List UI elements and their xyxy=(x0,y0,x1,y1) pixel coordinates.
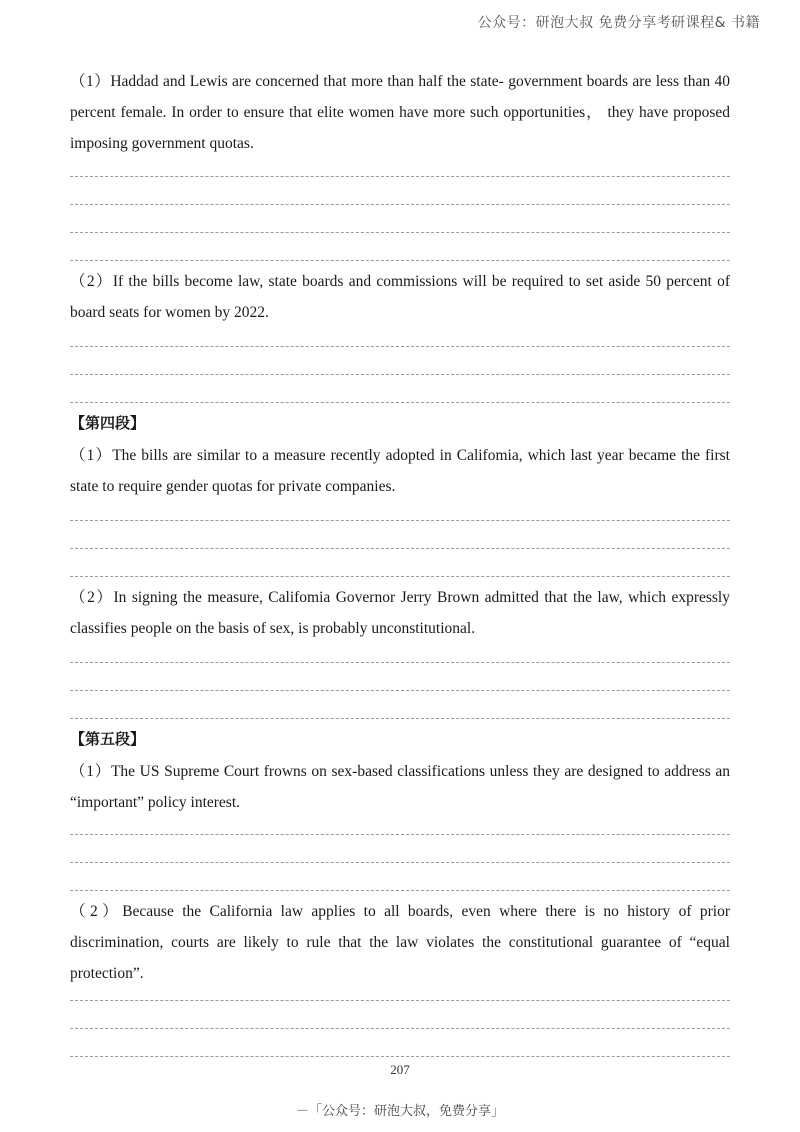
answer-line xyxy=(70,1000,730,1001)
sentence-label: （2） xyxy=(70,273,113,290)
sentence-text: The US Supreme Court frowns on sex-based classifications unless they are designed to address an “important” policy interest. xyxy=(70,763,730,811)
answer-line xyxy=(70,176,730,177)
sentence-text: In signing the measure, Califomia Governor Jerry Brown admitted that the law, which expressly classifies people on the basis of sex, is probably unconstitutional. xyxy=(70,589,730,637)
answer-line xyxy=(70,576,730,577)
sentence-label: （1） xyxy=(70,447,113,464)
page-header-watermark: 公众号：研泡大叔 免费分享考研课程& 书籍 xyxy=(477,15,760,31)
answer-line xyxy=(70,690,730,691)
answer-line xyxy=(70,520,730,521)
section-heading-5: 【第五段】 xyxy=(70,730,146,748)
sentence-text: The bills are similar to a measure recently adopted in Califomia, which last year became the first state to require gender quotas for private companies. xyxy=(70,447,730,495)
answer-line xyxy=(70,204,730,205)
sentence-block-2 xyxy=(70,266,730,328)
sentence-text: Haddad and Lewis are concerned that more than half the state- government boards are less than 40 percent female. In order to ensure that elite women have more such opportunities， they have proposed imposing government quotas. xyxy=(70,73,730,152)
answer-line xyxy=(70,260,730,261)
answer-line xyxy=(70,1028,730,1029)
answer-line xyxy=(70,374,730,375)
answer-line xyxy=(70,1056,730,1057)
sentence-label: （2） xyxy=(70,903,123,920)
answer-line xyxy=(70,548,730,549)
sentence-label: （2） xyxy=(70,589,114,606)
answer-line xyxy=(70,662,730,663)
sentence-block-6 xyxy=(70,896,730,989)
answer-line xyxy=(70,346,730,347)
answer-line xyxy=(70,890,730,891)
sentence-block-5 xyxy=(70,756,730,818)
answer-line xyxy=(70,402,730,403)
page-footer-watermark: －「公众号：研泡大叔，免费分享」 xyxy=(295,1104,504,1119)
sentence-block-1 xyxy=(70,66,730,159)
sentence-text: If the bills become law, state boards and commissions will be required to set aside 50 percent of board seats for women by 2022. xyxy=(70,273,730,321)
sentence-text: Because the California law applies to all boards, even where there is no history of prior discrimination, courts are likely to rule that the law violates the constitutional guarantee of “equal protection”. xyxy=(70,903,730,982)
answer-line xyxy=(70,718,730,719)
sentence-block-4 xyxy=(70,582,730,644)
answer-line xyxy=(70,862,730,863)
sentence-label: （1） xyxy=(70,763,111,780)
sentence-block-3 xyxy=(70,440,730,502)
page-number: 207 xyxy=(390,1062,410,1077)
section-heading-4: 【第四段】 xyxy=(70,414,146,432)
answer-line xyxy=(70,232,730,233)
answer-line xyxy=(70,834,730,835)
sentence-label: （1） xyxy=(70,73,111,90)
